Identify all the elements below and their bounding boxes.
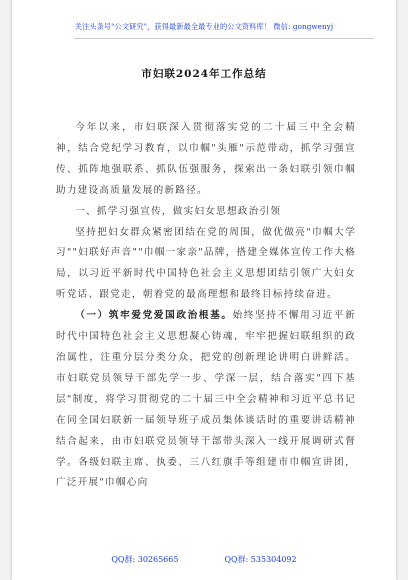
subsection-1-body: 始终坚持不懈用习近平新时代中国特色社会主义思想凝心铸魂，牢牢把握妇联组织的政治属性，注重分层分类分众，把党的创新理论讲明白讲鲜活。市妇联党员领导干部先学一步、学深一层，结合落实"四下基层"制度，将学习贯彻党的二十届三中全会精神和习近平总书记在同全国妇联新一届领导班子成员集体谈话时的重要讲话精神结合起来，由市妇联党员领导干部带头深入一线开展调研式督学。各级妇联主席、执委、三八红旗手等组建市巾帼宣讲团，广泛开展"巾帼心向 [56,310,357,489]
section-1-paragraph: 坚持把妇女群众紧密团结在党的周围，做优做亮"巾帼大学习""妇联好声音""巾帼一家亲"品牌，搭建全媒体宣传工作大格局，以习近平新时代中国特色社会主义思想团结引领广大妇女听党话、跟党走，朝着党的最高理想和最终目标持续奋进。 [56,226,356,301]
document-body [56,118,356,494]
intro-paragraph: 今年以来，市妇联深入贯彻落实党的二十届三中全会精神，结合党纪学习教育，以巾帼"头雁"示范带动，抓学习强宣传、抓阵地强联系、抓队伍强服务，探索出一条妇联引领巾帼助力建设高质量发展的新路径。 [56,122,356,196]
document-page [12,0,396,580]
subsection-1-lead: （一）筑牢爱党爱国政治根基。 [75,310,233,322]
section-heading-1: 一、抓学习强宣传，做实妇女思想政治引领 [75,205,282,217]
footer-qq-group-1: QQ群: 30265665 [111,555,179,564]
document-title: 市妇联2024年工作总结 [141,68,267,80]
footer-qq-group-2: QQ群: 535304092 [224,555,297,564]
subsection-1-paragraph [56,306,356,494]
footer-contact [12,554,396,565]
header-banner: 关注头条号"公文研究"，获得最新最全最专业的公文资料库！ 微信: gongwenyj [74,22,334,31]
header-divider [74,38,374,39]
